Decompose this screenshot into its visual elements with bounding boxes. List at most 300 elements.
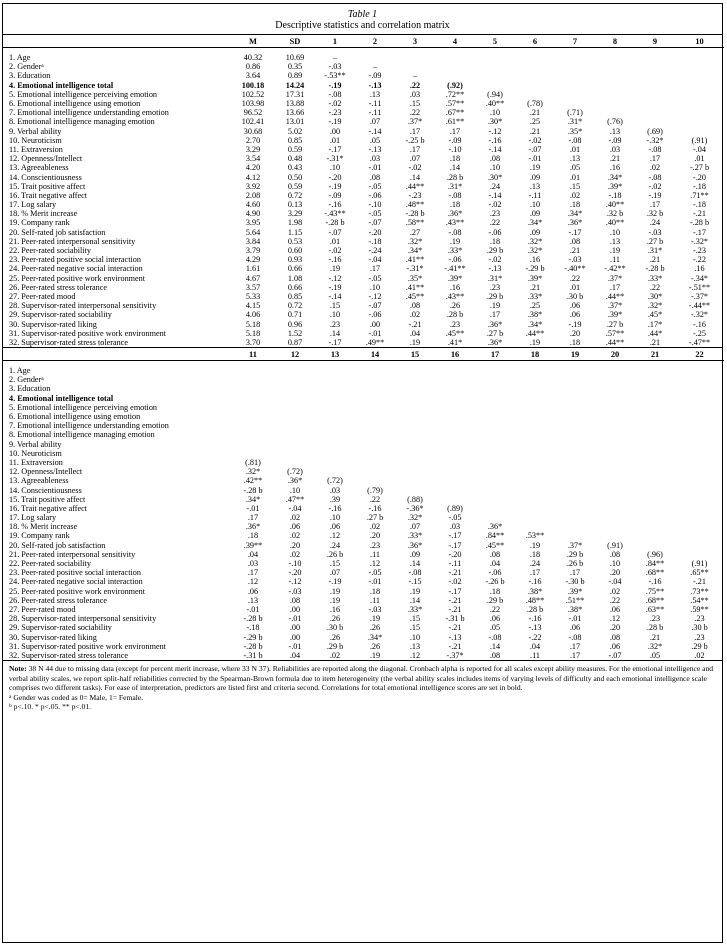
cell-value: -.13 xyxy=(368,144,382,154)
table-row xyxy=(3,623,724,632)
cell-value xyxy=(555,421,595,430)
cell-value: -.03 xyxy=(368,604,382,614)
cell-value: -.08 xyxy=(328,89,342,99)
cell-value: .23 xyxy=(489,209,501,219)
table-row xyxy=(3,577,724,586)
cell-value xyxy=(275,375,315,384)
cell-value: .01 xyxy=(329,135,341,145)
cell-value: 0.35 xyxy=(287,62,303,72)
cell-value: -.24 xyxy=(368,246,382,256)
cell-value: -.16 xyxy=(368,503,382,513)
cell-value: .01 xyxy=(569,172,581,182)
table-row xyxy=(3,209,724,218)
cell-value xyxy=(675,476,724,485)
cell-value: .29 b xyxy=(486,291,504,301)
cell-value: .29 b xyxy=(326,641,344,651)
cell-value: .32* xyxy=(527,236,543,246)
cell-value xyxy=(435,430,475,439)
cell-value: .39* xyxy=(607,181,623,191)
cell-value: .34* xyxy=(527,218,543,228)
cell-value xyxy=(675,550,724,559)
cell-value: .06 xyxy=(569,310,581,320)
cell-value: 1.15 xyxy=(287,227,303,237)
cell-value: -.06 xyxy=(448,255,462,265)
cell-value: .21 xyxy=(529,282,541,292)
cell-value: 5.18 xyxy=(245,328,261,338)
table-row xyxy=(3,412,724,421)
row-label: 11. Extraversion xyxy=(9,457,63,467)
cell-value: .12 xyxy=(409,650,421,660)
cell-value xyxy=(675,62,724,71)
cell-value: .51** xyxy=(565,595,585,605)
cell-value: (.79) xyxy=(367,485,383,495)
cell-value xyxy=(395,421,435,430)
cell-value: -.08 xyxy=(568,135,582,145)
cell-value xyxy=(231,375,275,384)
cell-value: -.14 xyxy=(328,291,342,301)
cell-value: .38* xyxy=(567,604,583,614)
cell-value: -.32* xyxy=(690,236,709,246)
table-row xyxy=(3,310,724,319)
table-row xyxy=(3,62,724,71)
table-row xyxy=(3,485,724,494)
cell-value: -.30 b xyxy=(565,577,585,587)
cell-value: .36* xyxy=(567,218,583,228)
cell-value: .07 xyxy=(369,117,381,127)
table-subtitle: Descriptive statistics and correlation matrix xyxy=(275,20,450,31)
column-header: 10 xyxy=(695,36,704,46)
cell-value: .22 xyxy=(369,494,381,504)
cell-value xyxy=(675,403,724,412)
cell-value: .48** xyxy=(405,200,425,210)
cell-value xyxy=(635,81,675,90)
cell-value: -.26 b xyxy=(485,577,505,587)
cell-value: .17 xyxy=(649,154,661,164)
cell-value: .23 xyxy=(694,632,705,642)
cell-value: -.21 xyxy=(448,568,462,578)
cell-value: .03 xyxy=(449,522,461,532)
cell-value: .10 xyxy=(329,310,341,320)
cell-value: -.16 xyxy=(693,319,706,329)
row-label: 20. Self-rated job satisfaction xyxy=(9,540,106,550)
cell-value: -.12 xyxy=(288,577,302,587)
cell-value: .24 xyxy=(529,559,541,569)
row-label: 6. Emotional intelligence using emotion xyxy=(9,99,141,109)
cell-value: (.88) xyxy=(407,494,423,504)
cell-value xyxy=(435,449,475,458)
table-row xyxy=(3,550,724,559)
cell-value: -.04 xyxy=(693,144,706,154)
row-label: 29. Supervisor-rated sociability xyxy=(9,310,112,320)
cell-value: .31* xyxy=(567,117,583,127)
table-row xyxy=(3,605,724,614)
cell-value: -.01 xyxy=(288,614,302,624)
cell-value: -.14 xyxy=(488,190,502,200)
cell-value: -.01 xyxy=(368,163,382,173)
cell-value: -.09 xyxy=(328,190,342,200)
table-row xyxy=(3,338,724,347)
cell-value: 5.33 xyxy=(245,291,261,301)
row-label: 22. Peer-rated sociability xyxy=(9,559,91,569)
row-label: 16. Trait negative affect xyxy=(9,503,88,513)
cell-value: -.28 b xyxy=(243,614,263,624)
cell-value: .23 xyxy=(329,319,341,329)
cell-value xyxy=(595,485,635,494)
cell-value: .32* xyxy=(527,246,543,256)
cell-value xyxy=(515,476,555,485)
cell-value: .14 xyxy=(409,172,421,182)
cell-value: -.31 b xyxy=(243,650,263,660)
cell-value: .65** xyxy=(690,568,709,578)
cell-value: -.10 xyxy=(368,200,382,210)
header-label-cell xyxy=(3,348,231,361)
cell-value: 5.18 xyxy=(245,319,261,329)
cell-value: 102.41 xyxy=(241,117,265,127)
row-label: 14. Conscientiousness xyxy=(9,485,82,495)
cell-value: .27 b xyxy=(606,319,624,329)
cell-value: -.20 xyxy=(693,172,706,182)
cell-value xyxy=(355,449,395,458)
table-title: Table 1 xyxy=(347,9,378,20)
cell-value xyxy=(435,467,475,476)
cell-value: -.09 xyxy=(608,135,622,145)
cell-value: .13 xyxy=(609,126,621,136)
cell-value: .26 xyxy=(369,641,381,651)
cell-value: -.29 b xyxy=(525,264,545,274)
cell-value: -.17 xyxy=(693,227,706,237)
cell-value: .10 xyxy=(289,485,301,495)
cell-value xyxy=(475,449,515,458)
cell-value xyxy=(435,71,475,80)
cell-value: .21 xyxy=(649,632,661,642)
cell-value: .18 xyxy=(569,200,581,210)
table-row xyxy=(3,127,724,136)
cell-value: .02 xyxy=(289,531,301,541)
cell-value: .06 xyxy=(329,522,341,532)
cell-value: .02 xyxy=(289,549,301,559)
cell-value: .07 xyxy=(329,568,341,578)
cell-value: .26 xyxy=(449,301,461,311)
cell-value xyxy=(435,458,475,467)
row-label: 9. Verbal ability xyxy=(9,439,62,449)
table-row xyxy=(3,430,724,439)
cell-value: .72** xyxy=(445,89,465,99)
cell-value xyxy=(595,430,635,439)
table-row xyxy=(3,90,724,99)
cell-value xyxy=(435,384,475,393)
cell-value: .08 xyxy=(609,632,621,642)
cell-value xyxy=(515,467,555,476)
row-label: 25. Peer-rated positive work environment xyxy=(9,586,146,596)
row-label: 8. Emotional intelligence managing emotion xyxy=(9,430,155,440)
cell-value: -.31 b xyxy=(445,614,465,624)
cell-value: .19 xyxy=(529,540,541,550)
cell-value: .06 xyxy=(609,604,621,614)
row-label: 9. Verbal ability xyxy=(9,126,62,136)
cell-value: .42** xyxy=(243,476,263,486)
cell-value: .35* xyxy=(567,126,583,136)
cell-value: .14 xyxy=(449,163,461,173)
cell-value: .19 xyxy=(409,586,421,596)
row-label: 26. Peer-rated stress tolerance xyxy=(9,282,108,292)
cell-value xyxy=(315,449,355,458)
cell-value: .19 xyxy=(329,586,341,596)
cell-value: .32 b xyxy=(646,209,664,219)
cell-value: .15 xyxy=(329,301,341,311)
cell-value: .30 b xyxy=(691,623,708,633)
cell-value: -.05 xyxy=(448,513,462,523)
table-row xyxy=(3,237,724,246)
cell-value: .41** xyxy=(405,282,425,292)
cell-value xyxy=(475,384,515,393)
cell-value xyxy=(315,384,355,393)
cell-value: .31* xyxy=(647,246,663,256)
cell-value: 1.98 xyxy=(287,218,303,228)
cell-value xyxy=(395,412,435,421)
column-header: 14 xyxy=(370,349,380,359)
cell-value: .20 xyxy=(569,328,581,338)
cell-value: .26 xyxy=(369,623,381,633)
cell-value: -.02 xyxy=(488,200,502,210)
cell-value: -.40** xyxy=(564,264,586,274)
column-header: 17 xyxy=(490,349,500,359)
cell-value xyxy=(555,522,595,531)
column-header: 6 xyxy=(532,36,538,46)
cell-value: -.12 xyxy=(368,291,382,301)
cell-value: .18 xyxy=(369,586,381,596)
cell-value: -.47** xyxy=(688,337,711,347)
cell-value xyxy=(231,412,275,421)
cell-value xyxy=(231,440,275,449)
row-label: 28. Supervisor-rated interpersonal sensitivity xyxy=(9,301,157,311)
cell-value: .00 xyxy=(369,319,381,329)
cell-value: .20 xyxy=(609,623,621,633)
cell-value: 13.66 xyxy=(285,108,305,118)
cell-value: 0.72 xyxy=(287,190,303,200)
cell-value xyxy=(355,53,395,62)
cell-value: .35* xyxy=(407,273,423,283)
table-row xyxy=(3,255,724,264)
cell-value: 0.85 xyxy=(287,291,303,301)
cell-value: 14.24 xyxy=(285,80,305,90)
cell-value xyxy=(635,513,675,522)
table-row xyxy=(3,274,724,283)
cell-value xyxy=(675,467,724,476)
cell-value: 0.93 xyxy=(287,255,303,265)
cell-value xyxy=(395,430,435,439)
cell-value: .08 xyxy=(289,595,301,605)
cell-value: 10.69 xyxy=(285,53,305,63)
cell-value: .28 b xyxy=(526,604,544,614)
cell-value: .21 xyxy=(529,126,541,136)
cell-value xyxy=(231,430,275,439)
cell-value: 1.61 xyxy=(245,264,261,274)
cell-value: -.22 xyxy=(693,255,706,265)
table-row xyxy=(3,394,724,403)
cell-value xyxy=(355,366,395,375)
cell-value: -.19 xyxy=(328,181,342,191)
cell-value: -.02 xyxy=(408,163,422,173)
cell-value: .25 xyxy=(529,117,541,127)
column-header: 16 xyxy=(450,349,460,359)
cell-value xyxy=(475,421,515,430)
cell-value xyxy=(675,71,724,80)
cell-value: .00 xyxy=(289,632,301,642)
cell-value: -.02 xyxy=(528,135,542,145)
cell-value: .17 xyxy=(569,568,581,578)
cell-value xyxy=(675,99,724,108)
cell-value: .71** xyxy=(690,190,709,200)
cell-value: 0.50 xyxy=(287,172,303,182)
row-label: 19. Company rank xyxy=(9,531,70,541)
cell-value: -.17 xyxy=(328,144,342,154)
cell-value: -.07 xyxy=(368,218,382,228)
cell-value: 0.13 xyxy=(287,200,303,210)
cell-value: -.20 xyxy=(328,172,342,182)
cell-value: .33* xyxy=(407,604,423,614)
cell-value xyxy=(635,531,675,540)
cell-value: .17 xyxy=(489,310,501,320)
cell-value: -.01 xyxy=(246,503,260,513)
cell-value: 1.52 xyxy=(287,328,303,338)
cell-value: .34* xyxy=(407,246,423,256)
cell-value: .02 xyxy=(329,650,341,660)
cell-value xyxy=(675,108,724,117)
cell-value: .18 xyxy=(489,236,501,246)
cell-value: -.02 xyxy=(488,255,502,265)
footnote-b: p<.10. * p<.05. ** p<.01. xyxy=(13,702,92,712)
cell-value: .10 xyxy=(369,282,381,292)
cell-value xyxy=(595,81,635,90)
cell-value: – xyxy=(332,53,338,63)
footnote-a: Gender was coded as 0= Male, 1= Female. xyxy=(13,692,144,702)
cell-value: .33* xyxy=(447,246,463,256)
cell-value: (.91) xyxy=(607,540,623,550)
cell-value: .30* xyxy=(647,291,663,301)
cell-value xyxy=(635,394,675,403)
cell-value: .01 xyxy=(569,144,581,154)
cell-value: .32* xyxy=(647,641,663,651)
cell-value: .24 xyxy=(329,540,341,550)
cell-value: .21 xyxy=(649,337,661,347)
column-header: 20 xyxy=(610,349,620,359)
cell-value xyxy=(675,430,724,439)
cell-value: -.02 xyxy=(448,577,462,587)
cell-value: -.20 xyxy=(288,568,302,578)
cell-value xyxy=(435,53,475,62)
table-row xyxy=(3,301,724,310)
cell-value xyxy=(395,476,435,485)
cell-value xyxy=(635,430,675,439)
column-header: 19 xyxy=(570,349,580,359)
column-header: 15 xyxy=(410,349,420,359)
cell-value: .06 xyxy=(609,641,621,651)
cell-value: -.06 xyxy=(488,568,502,578)
cell-value: 17.31 xyxy=(285,89,305,99)
cell-value: .17 xyxy=(247,568,259,578)
cell-value xyxy=(315,421,355,430)
cell-value xyxy=(595,53,635,62)
cell-value: .17 xyxy=(569,650,581,660)
cell-value: .58** xyxy=(405,218,425,228)
cell-value: -.06 xyxy=(368,310,382,320)
cell-value: .15 xyxy=(329,559,341,569)
cell-value xyxy=(315,403,355,412)
cell-value: .67** xyxy=(445,108,465,118)
cell-value: .21 xyxy=(529,108,541,118)
cell-value: .22 xyxy=(409,80,421,90)
cell-value: .31* xyxy=(487,273,503,283)
cell-value xyxy=(475,366,515,375)
cell-value: .16 xyxy=(529,255,541,265)
cell-value: -.16 xyxy=(488,135,502,145)
cell-value xyxy=(315,412,355,421)
cell-value: 1.08 xyxy=(287,273,303,283)
cell-value xyxy=(555,366,595,375)
cell-value xyxy=(275,394,315,403)
column-header: 13 xyxy=(330,349,340,359)
cell-value: .10 xyxy=(329,513,341,523)
row-label: 27. Peer-rated mood xyxy=(9,291,76,301)
cell-value xyxy=(515,449,555,458)
cell-value: .57** xyxy=(445,99,465,109)
cell-value xyxy=(675,504,724,513)
cell-value: .10 xyxy=(529,200,541,210)
cell-value: -.14 xyxy=(488,144,502,154)
cell-value xyxy=(231,366,275,375)
cell-value: .13 xyxy=(609,236,621,246)
cell-value: .19 xyxy=(329,264,341,274)
cell-value: .13 xyxy=(247,595,259,605)
row-label: 13. Agreeableness xyxy=(9,163,69,173)
cell-value: .34* xyxy=(607,172,623,182)
cell-value xyxy=(435,476,475,485)
cell-value: -.08 xyxy=(648,144,662,154)
cell-value: .06 xyxy=(247,586,259,596)
cell-value: .22 xyxy=(489,604,501,614)
cell-value xyxy=(635,90,675,99)
cell-value: -.17 xyxy=(328,337,342,347)
cell-value xyxy=(675,127,724,136)
cell-value xyxy=(355,394,395,403)
cell-value: .13 xyxy=(529,181,541,191)
cell-value: 2.08 xyxy=(245,190,261,200)
cell-value: .84** xyxy=(485,531,505,541)
table-row xyxy=(3,71,724,80)
cell-value: .29 b xyxy=(566,549,584,559)
cell-value: .20 xyxy=(609,568,621,578)
cell-value: 0.59 xyxy=(287,144,303,154)
cell-value xyxy=(555,62,595,71)
cell-value xyxy=(595,531,635,540)
cell-value xyxy=(315,458,355,467)
cell-value: -.28 b xyxy=(645,264,665,274)
row-label: 5. Emotional intelligence perceiving emotion xyxy=(9,402,158,412)
cell-value: -.10 xyxy=(288,559,302,569)
cell-value xyxy=(395,394,435,403)
cell-value: .45* xyxy=(647,310,663,320)
cell-value: -.04 xyxy=(368,255,382,265)
cell-value: -.17 xyxy=(568,227,582,237)
cell-value: .08 xyxy=(489,549,501,559)
column-header: 2 xyxy=(372,36,378,46)
cell-value xyxy=(635,440,675,449)
cell-value: -.23 xyxy=(328,108,342,118)
cell-value xyxy=(635,403,675,412)
cell-value xyxy=(475,485,515,494)
cell-value: .20 xyxy=(289,540,301,550)
row-label: 31. Supervisor-rated positive work environment xyxy=(9,641,166,651)
